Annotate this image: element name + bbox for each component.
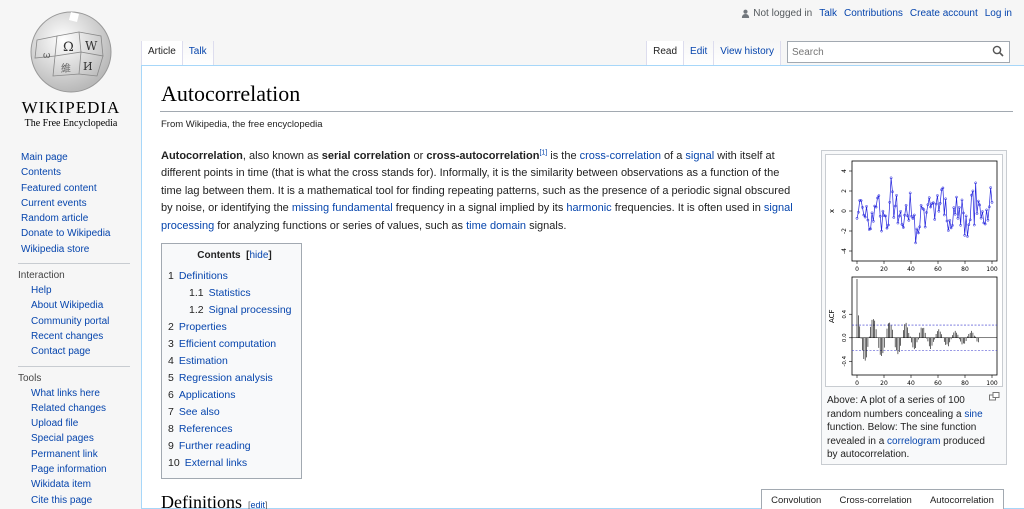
tick-label: 60	[934, 380, 942, 386]
link-missing-fundamental[interactable]: missing fundamental	[291, 202, 393, 215]
toc-number[interactable]: 5	[168, 372, 174, 384]
tab-article[interactable]: Article	[141, 41, 183, 65]
toc-link[interactable]: Estimation	[178, 355, 228, 367]
divider	[18, 366, 130, 367]
enlarge-icon[interactable]	[989, 392, 1000, 401]
text: function. Below: The sine function revealed in a	[827, 422, 977, 447]
toc-number[interactable]: 7	[168, 406, 174, 418]
sidebar-tools	[0, 386, 138, 508]
search-icon[interactable]	[992, 45, 1004, 57]
link-signal[interactable]: signal	[685, 150, 715, 162]
tick-label: 4	[841, 169, 848, 173]
toc-number[interactable]: 1	[168, 270, 174, 282]
tick-label: 40	[907, 380, 915, 386]
text: produced by autocorrelation.	[827, 435, 985, 460]
toc-link[interactable]: See also	[178, 406, 220, 418]
toc-link[interactable]: External links	[184, 457, 248, 469]
toc-link[interactable]: References	[178, 423, 233, 435]
tick-label: 40	[907, 266, 915, 273]
svg-text:W: W	[85, 39, 98, 53]
toc-hide-link[interactable]: hide	[249, 250, 269, 261]
sidebar-item-main-page[interactable]: Main page	[21, 152, 68, 163]
link-correlogram[interactable]: correlogram	[887, 435, 941, 447]
tick-label: 0.4	[842, 309, 848, 319]
user-icon	[741, 9, 750, 18]
sidebar-item-contact-page[interactable]: Contact page	[31, 346, 91, 358]
bottom-plot-frame	[852, 277, 997, 375]
text: for analyzing functions or series of values, such as	[214, 219, 467, 232]
tick-label: 20	[880, 266, 888, 273]
toc-item[interactable]	[168, 353, 301, 370]
tick-label: -4	[841, 248, 848, 254]
sidebar-navigation	[0, 150, 138, 257]
toc-item[interactable]	[168, 438, 301, 455]
table-header-cell: Autocorrelation	[929, 494, 994, 506]
section-edit: [edit]	[248, 500, 268, 509]
tick-label: 0.0	[842, 333, 848, 343]
page-title: Autocorrelation	[161, 81, 301, 106]
sidebar-item-page-information[interactable]: Page information	[31, 464, 107, 476]
contributions-link[interactable]: Contributions	[844, 8, 903, 19]
tab-read[interactable]: Read	[646, 41, 684, 65]
toc-number[interactable]: 6	[168, 389, 174, 401]
sidebar-item-donate-to-wikipedia[interactable]: Donate to Wikipedia	[21, 228, 111, 240]
namespace-tabs	[141, 41, 214, 65]
sidebar-item-recent-changes[interactable]: Recent changes	[31, 330, 104, 342]
toc-link[interactable]: Further reading	[178, 440, 251, 452]
view-tabs	[646, 41, 1010, 65]
toc-number[interactable]: 9	[168, 440, 174, 452]
wordmark: WIKIPEDIA	[21, 98, 121, 117]
sidebar-item-special-pages[interactable]: Special pages	[31, 433, 94, 445]
toc-list	[168, 268, 301, 472]
link-sine[interactable]: sine	[964, 408, 983, 420]
toc-number[interactable]: 1.1	[189, 287, 204, 299]
toc-item[interactable]	[168, 370, 301, 387]
toc-number[interactable]: 10	[168, 457, 180, 469]
toc-heading: Contents	[197, 250, 241, 261]
content-area	[141, 65, 1024, 509]
toc-item[interactable]	[168, 421, 301, 438]
toc-item[interactable]	[168, 387, 301, 404]
personal-tools	[741, 8, 1012, 19]
table-header-cell: Convolution	[771, 494, 822, 506]
sidebar-item-upload-file[interactable]: Upload file	[31, 418, 79, 430]
table-header-cell: Cross-correlation	[839, 494, 912, 506]
figure-caption	[827, 394, 987, 462]
tick-label: 80	[961, 380, 969, 386]
tools-heading: Tools	[18, 372, 42, 384]
toc-link[interactable]: Statistics	[208, 287, 251, 299]
toc-item[interactable]	[168, 404, 301, 421]
toc-item[interactable]	[168, 336, 301, 353]
bold-term: serial correlation	[321, 150, 411, 162]
text: is the	[547, 150, 580, 162]
figure-thumbnail	[821, 150, 1007, 465]
tick-label: -0.4	[842, 355, 848, 367]
link-harmonic[interactable]: harmonic	[566, 202, 612, 215]
text: or	[410, 150, 427, 162]
top-plot-frame	[852, 161, 997, 261]
search-box[interactable]	[787, 41, 1010, 63]
edit-section-link[interactable]: edit	[250, 500, 266, 509]
interaction-heading: Interaction	[18, 270, 65, 282]
sidebar-interaction	[0, 283, 138, 359]
toc-number[interactable]: 2	[168, 321, 174, 333]
sidebar-item-related-changes[interactable]: Related changes	[31, 402, 107, 414]
site-subtitle: From Wikipedia, the free encyclopedia	[161, 119, 323, 130]
sidebar	[0, 150, 138, 508]
toc-number[interactable]: 8	[168, 423, 174, 435]
sidebar-item-current-events[interactable]: Current events	[21, 197, 87, 209]
link-time-domain[interactable]: time domain	[466, 219, 527, 232]
search-input[interactable]	[788, 42, 978, 62]
toc-item[interactable]	[168, 455, 301, 472]
tab-edit[interactable]: Edit	[684, 41, 714, 65]
sidebar-item-about-wikipedia[interactable]: About Wikipedia	[31, 300, 104, 312]
text: of a	[660, 150, 686, 162]
tick-label: 0	[855, 380, 859, 386]
text: signals.	[526, 219, 567, 232]
toc-link[interactable]: Properties	[178, 321, 227, 333]
globe-icon	[27, 6, 115, 94]
tagline: The Free Encyclopedia	[24, 118, 118, 129]
section-title: Definitions	[161, 492, 242, 509]
divider	[18, 263, 130, 264]
sidebar-item-what-links-here[interactable]: What links here	[31, 387, 100, 399]
tab-talk[interactable]: Talk	[183, 41, 214, 65]
talk-link[interactable]: Talk	[819, 8, 837, 19]
toc-item[interactable]	[168, 285, 301, 302]
sidebar-item-permanent-link[interactable]: Permanent link	[31, 448, 98, 460]
tick-label: 2	[841, 189, 848, 193]
toc-item[interactable]	[168, 319, 301, 336]
text: frequencies. It is often used in	[611, 202, 764, 215]
sidebar-item-wikipedia-store[interactable]: Wikipedia store	[21, 243, 90, 255]
toc-number[interactable]: 1.2	[189, 304, 204, 316]
table-of-contents	[161, 243, 302, 479]
sidebar-item-contents[interactable]: Contents	[21, 167, 62, 179]
divider	[160, 111, 1013, 112]
text: , also known as	[242, 150, 322, 162]
sidebar-item-wikidata-item[interactable]: Wikidata item	[31, 479, 92, 491]
citation-link[interactable]: [1]	[539, 149, 548, 157]
tick-label: 100	[986, 266, 998, 273]
svg-text:Ω: Ω	[63, 40, 74, 55]
toc-title: Contents [hide]	[197, 250, 272, 261]
toc-item[interactable]	[168, 302, 301, 319]
not-logged-in: Not logged in	[741, 8, 812, 19]
tick-label: 80	[961, 266, 969, 273]
sidebar-item-cite-this-page[interactable]: Cite this page	[31, 494, 93, 506]
text: frequency in a signal implied by its	[392, 202, 567, 215]
toc-number[interactable]: 3	[168, 338, 174, 350]
toc-number[interactable]: 4	[168, 355, 174, 367]
tick-label: 20	[880, 380, 888, 386]
log-in-link[interactable]: Log in	[984, 8, 1012, 19]
tick-label: 0	[841, 209, 848, 213]
text: with itself at different points in time (that is what the cross stands for). Informally, it is the similarity between observations as a function of the time lag between them. It is a mathematical tool for finding repeating patterns, such as the presence of a periodic signal obscured by noise, or identifying the	[161, 150, 791, 215]
toc-link[interactable]: Regression analysis	[178, 372, 273, 384]
toc-link[interactable]: Signal processing	[208, 304, 292, 316]
section-heading	[161, 492, 268, 509]
tick-label: 100	[986, 380, 998, 386]
bold-term: cross-autocorrelation	[426, 150, 540, 162]
sidebar-item-random-article[interactable]: Random article	[21, 213, 89, 225]
text: Above: A plot of a series of 100 random numbers concealing a	[827, 395, 965, 420]
bold-term: Autocorrelation	[161, 150, 243, 162]
toc-link[interactable]: Efficient computation	[178, 338, 277, 350]
y-axis-label: ACF	[828, 309, 836, 323]
create-account-link[interactable]: Create account	[909, 8, 978, 19]
wikipedia-logo[interactable]	[12, 6, 130, 129]
sidebar-item-community-portal[interactable]: Community portal	[31, 315, 110, 327]
sidebar-item-featured-content[interactable]: Featured content	[21, 182, 97, 194]
svg-text:ω: ω	[43, 51, 51, 61]
toc-link[interactable]: Definitions	[178, 270, 228, 282]
toc-link[interactable]: Applications	[178, 389, 236, 401]
tick-label: 60	[934, 266, 942, 273]
sidebar-item-help[interactable]: Help	[31, 285, 52, 297]
y-axis-label: x	[828, 208, 836, 214]
toc-item[interactable]	[168, 268, 301, 285]
intro-paragraph	[161, 148, 801, 235]
link-cross-correlation[interactable]: cross-correlation	[579, 150, 661, 162]
plots-svg	[826, 155, 1002, 386]
tick-label: -2	[841, 228, 848, 234]
svg-text:И: И	[83, 60, 93, 73]
link-signal-processing[interactable]: signal processing	[161, 202, 793, 232]
tab-view-history[interactable]: View history	[714, 41, 781, 65]
tick-label: 0	[855, 266, 859, 273]
comparison-table-header	[761, 489, 1004, 509]
figure-image[interactable]	[825, 154, 1003, 387]
svg-text:維: 維	[61, 64, 71, 75]
